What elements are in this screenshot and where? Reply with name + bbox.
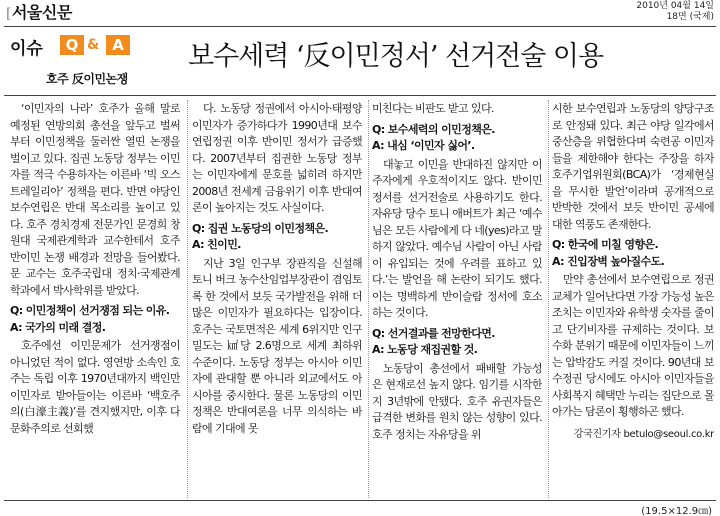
answer: A: 국가의 미래 결정. — [10, 320, 106, 334]
byline: 강국진기자 betulo@seoul.co.kr — [573, 428, 714, 440]
publication-page-line: 18면 (국제) — [666, 12, 714, 22]
masthead — [6, 0, 72, 23]
masthead-bracket: [ — [6, 6, 11, 22]
column-divider — [548, 100, 549, 498]
paragraph: 만약 총선에서 보수연립으로 정권교체가 일어난다면 가장 가능성 높은 조치는 이민자와 유학생 숫자를 줄이고 단기비자를 규제하는 것이다. 보수화 분위기 때문에 이민자들이 느끼는 압박감도 커질 것이다. 90년대 보수정권 당시에도 아시아 이민자들을 사회복지 혜택만 누리는 집단으로 몰아가는 담론이 횡행하곤 했다. — [552, 273, 714, 418]
answer: A: 내심 ‘이민자 싫어’. — [372, 139, 475, 152]
answer: A: 친이민. — [192, 238, 241, 251]
publication-date-line: 2010년 04월 14일 — [636, 1, 714, 11]
masthead-name: 서울신문 — [11, 3, 72, 22]
column-divider — [187, 100, 188, 498]
paragraph: 호주에선 이민문제가 선거쟁점이 아니었던 적이 없다. 영연방 소속인 호주는 독립 이후 1970년대까지 백인만 이민자로 받아들이는 이른바 ‘백호주의(白濠主義)’를 견지했지만, 이후 다문화주의로 선회했 — [10, 339, 180, 435]
question: Q: 집권 노동당의 이민정책은. — [192, 221, 329, 235]
clipping-size-note: (19.5×12.9㎝) — [641, 506, 712, 516]
publication-date — [636, 1, 714, 23]
paragraph: 미친다는 비판도 받고 있다. — [372, 102, 494, 115]
headline: 보수세력 ‘反이민정서’ 선거전술 이용 — [188, 41, 604, 72]
paragraph: 시한 보수연립과 노동당의 양당구조로 안정돼 있다. 최근 야당 일각에서 중산층을 위협한다며 숙련공 이민자들을 제한해야 한다는 주장을 하자 호주기업위원회(BCA)가 ‘경제현실을 무시한 발언’이라며 공개적으로 반박한 것에서 보듯 반이민 공세에 대한 역풍도 존재한다. — [552, 102, 714, 231]
issue-label: 이슈 — [10, 39, 43, 59]
column-divider — [368, 100, 369, 498]
issue-topic: 호주 反이민논쟁 — [46, 72, 128, 86]
qa-q-box: Q — [60, 35, 84, 55]
question: Q: 이민정책이 선거쟁점 되는 이유. — [10, 304, 170, 317]
headline-rule — [4, 95, 716, 96]
article-column-2 — [192, 101, 362, 497]
article-column-4 — [552, 101, 714, 497]
article-column-3 — [372, 101, 542, 497]
paragraph: 지난 3일 인구부 장관직을 신설해 토니 버크 농수산임업부장관이 겸임토록 한 것에서 보듯 국가발전을 위해 더 많은 이민자가 필요하다는 입장이다. 호주는 국토면적은 세계 6위지만 인구밀도는 ㎢당 2.6명으로 세계 최하위 수준이다. 노동당 정부는 아시아 이민자에 관대할 뿐 아니라 외교에서도 아시아를 중시한다. 물론 노동당의 이민정책은 반대여론을 너무 의식하는 바람에 기대에 못 — [192, 256, 362, 435]
qa-ampersand: & — [87, 37, 100, 53]
paragraph: 노동당이 총선에서 패배할 가능성은 현재로선 높지 않다. 임기를 시작한 지 3년밖에 안됐다. 호주 유권자들은 급격한 변화를 원치 않는 성향이 있다. 호주 정치는 자유당을 위 — [372, 361, 542, 441]
question: Q: 한국에 미칠 영향은. — [552, 238, 659, 251]
paragraph: 대놓고 이민을 반대하진 않지만 이주자에게 우호적이지도 않다. 반이민정서를 선거전술로 사용하기도 한다. 자유당 당수 토니 애버트가 최근 ‘예수님은 모든 사람에게 다 네(yes)라고 말하지 않았다. 예수님 사람이 아닌 사람이 유입되는 것에 우려를 표하고 있다.’는 발언을 해 논란이 되기도 했다. 이는 명백하게 반이슬람 정서에 호소하는 것이다. — [372, 157, 542, 319]
top-rule — [4, 26, 716, 27]
answer: A: 진입장벽 높아질수도. — [552, 254, 665, 268]
bottom-rule — [4, 500, 716, 501]
question: Q: 보수세력의 이민정책은. — [372, 122, 495, 136]
question: Q: 선거결과를 전망한다면. — [372, 326, 495, 340]
paragraph: ‘이민자의 나라’ 호주가 올해 말로 예정된 연방의회 총선을 앞두고 벌써부터 이민정책을 둘러싼 열띤 논쟁을 벌이고 있다. 집권 노동당 정부는 이민자를 적극 수용하자는 이른바 ‘빅 오스트레일리아’ 정책을 편다. 반면 야당인 보수연립은 반대 목소리를 높이고 있다. 호주 경치경제 전문가인 문경희 창원대 국제관계학과 교수한테서 호주 반이민 논쟁 배경과 전망을 들어봤다. 문 교수는 호주국립대 정치·국제관계학과에서 박사학위를 받았다. — [10, 102, 180, 297]
issue-badge — [10, 34, 170, 90]
article-column-1 — [10, 101, 180, 497]
answer: A: 노동당 재집권할 것. — [372, 343, 478, 356]
qa-a-box: A — [106, 35, 130, 55]
paragraph: 다. 노동당 정권에서 아시아·태평양 이민자가 증가하다가 1990년대 보수연립정권 이후 반이민 정서가 급증했다. 2007년부터 집권한 노동당 정부는 이민자에게 문호를 넓히려 하지만 2008년 전세계 금융위기 이후 반대여론이 높아지는 것도 사실이다. — [192, 102, 362, 214]
